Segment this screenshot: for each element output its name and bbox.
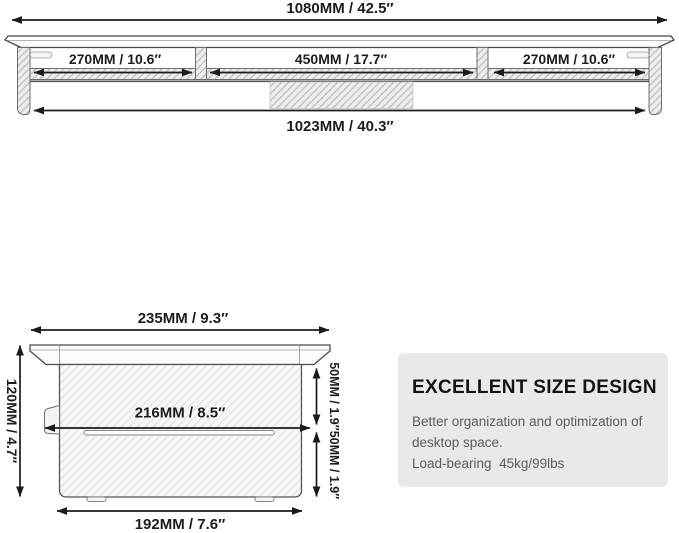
inner-depth-label: 216MM / 8.5″ xyxy=(134,404,226,422)
side-left-foot xyxy=(87,497,106,502)
front-right-leg xyxy=(649,48,662,115)
info-box-line2: desktop space. xyxy=(412,435,503,450)
info-box-line3: Load-bearing 45kg/99lbs xyxy=(412,456,565,471)
upper-gap-label: 50MM / 1.9″ xyxy=(327,362,341,431)
info-box-line1: Better organization and optimization of xyxy=(412,414,643,429)
front-left-bracket xyxy=(30,52,52,58)
right-shelf-label: 270MM / 10.6″ xyxy=(522,51,616,67)
front-shelf xyxy=(30,69,649,80)
top-depth-label: 235MM / 9.3″ xyxy=(137,310,229,327)
info-box-title: EXCELLENT SIZE DESIGN xyxy=(412,377,657,398)
total-width-label: 1080MM / 42.5″ xyxy=(286,0,394,17)
front-view-diagram xyxy=(0,0,679,150)
side-top-board xyxy=(30,345,330,365)
front-left-leg xyxy=(18,48,31,115)
inner-width-label: 1023MM / 40.3″ xyxy=(286,118,394,135)
left-shelf-label: 270MM / 10.6″ xyxy=(68,51,162,67)
side-right-foot xyxy=(255,497,274,502)
side-slot xyxy=(84,431,274,436)
front-right-divider xyxy=(477,48,488,80)
lower-gap-label: 50MM / 1.9″ xyxy=(327,430,341,500)
front-top-board xyxy=(5,36,674,48)
side-hook-tab xyxy=(45,406,60,435)
front-right-bracket xyxy=(627,52,649,58)
base-depth-label: 192MM / 7.6″ xyxy=(134,516,226,533)
side-view-diagram xyxy=(0,300,360,533)
middle-shelf-label: 450MM / 17.7″ xyxy=(294,51,388,67)
info-box xyxy=(398,353,668,487)
height-label: 120MM / 4.7″ xyxy=(4,378,20,464)
info-box-body xyxy=(412,411,656,474)
front-center-block xyxy=(270,82,413,109)
front-left-divider xyxy=(196,48,207,80)
